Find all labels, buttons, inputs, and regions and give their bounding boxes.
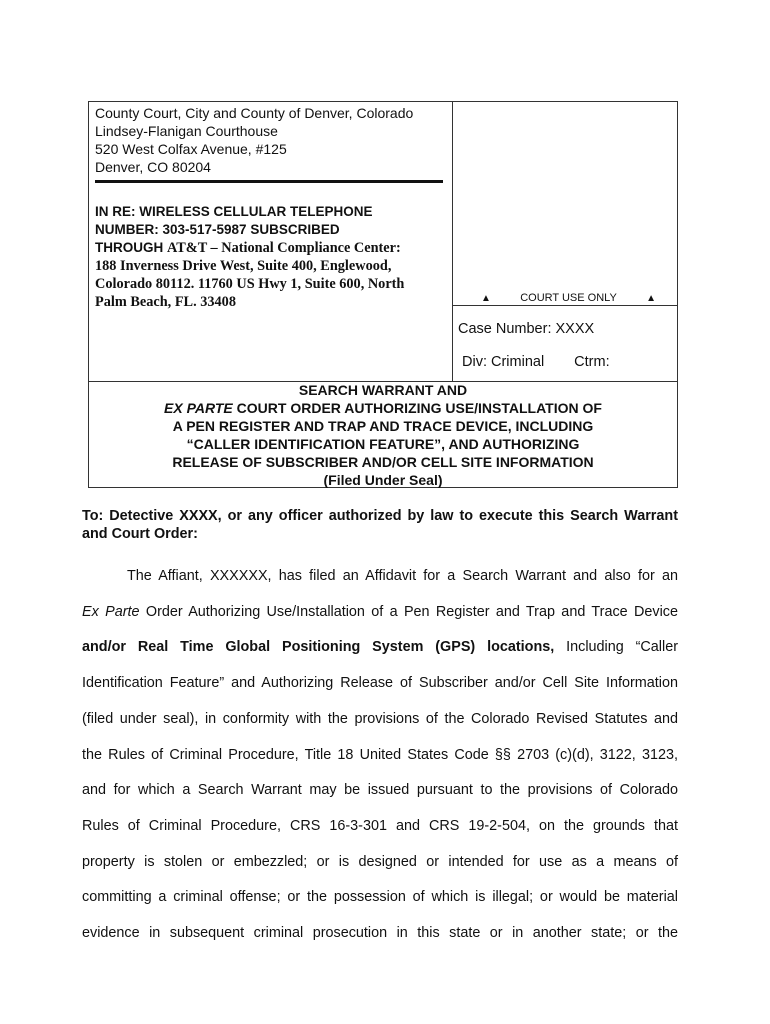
courthouse-name: Lindsey-Flanigan Courthouse	[95, 123, 278, 139]
title-line: A PEN REGISTER AND TRAP AND TRACE DEVICE, INCLUDING	[172, 418, 594, 434]
body-paragraph	[82, 559, 678, 952]
title-line: EX PARTE COURT ORDER AUTHORIZING USE/INSTALLATION OF	[164, 400, 602, 416]
division-row	[462, 354, 610, 370]
court-city: Denver, CO 80204	[95, 159, 211, 175]
court-use-only	[481, 292, 656, 304]
body-line: committing a criminal offense; or the possession of which is illegal; or would be material	[82, 889, 678, 906]
in-re-block	[95, 203, 445, 311]
document-title	[89, 381, 677, 489]
body-line: the Rules of Criminal Procedure, Title 18 United States Code §§ 2703 (c)(d), 3122, 3123,	[82, 746, 678, 763]
body-line: Identification Feature” and Authorizing Release of Subscriber and/or Cell Site Information	[82, 675, 678, 692]
title-line: “CALLER IDENTIFICATION FEATURE”, AND AUTHORIZING	[186, 436, 580, 452]
title-line: SEARCH WARRANT AND	[298, 382, 468, 398]
triangle-up-icon: ▲	[481, 292, 491, 304]
body-line: and for which a Search Warrant may be issued pursuant to the provisions of Colorado	[82, 782, 678, 799]
courtroom: Ctrm:	[574, 354, 610, 370]
body-line: Rules of Criminal Procedure, CRS 16-3-301 and CRS 19-2-504, on the grounds that	[82, 817, 678, 834]
in-re-line: NUMBER: 303-517-5987 SUBSCRIBED	[95, 222, 340, 237]
body-line: The Affiant, XXXXXX, has filed an Affidavit for a Search Warrant and also for an	[127, 568, 678, 584]
body-line: and/or Real Time Global Positioning System (GPS) locations, Including “Caller	[82, 639, 678, 656]
body-line: (filed under seal), in conformity with the provisions of the Colorado Revised Statutes and	[82, 710, 678, 727]
title-line: RELEASE OF SUBSCRIBER AND/OR CELL SITE INFORMATION	[172, 454, 594, 470]
caption-vertical-divider	[452, 102, 453, 381]
in-re-line: IN RE: WIRELESS CELLULAR TELEPHONE	[95, 204, 373, 219]
in-re-line: THROUGH AT&T – National Compliance Center:	[95, 240, 401, 256]
body-line: property is stolen or embezzled; or is designed or intended for use as a means of	[82, 853, 678, 870]
in-re-line: Palm Beach, FL. 33408	[95, 294, 236, 310]
in-re-line: 188 Inverness Drive West, Suite 400, Englewood,	[95, 258, 392, 274]
court-name: County Court, City and County of Denver, Colorado	[95, 105, 414, 121]
body-line: evidence in subsequent criminal prosecution in this state or in another state; or the	[82, 925, 678, 942]
division: Div: Criminal	[462, 354, 545, 370]
case-number: Case Number: XXXX	[458, 321, 595, 337]
title-line: (Filed Under Seal)	[323, 472, 443, 488]
triangle-up-icon: ▲	[646, 292, 656, 304]
addressee: To: Detective XXXX, or any officer authorized by law to execute this Search Warrant and Court Order:	[82, 508, 678, 542]
caption-rule	[95, 180, 443, 183]
court-use-label: COURT USE ONLY	[520, 292, 617, 304]
in-re-line: Colorado 80112. 11760 US Hwy 1, Suite 600, North	[95, 276, 405, 292]
court-street: 520 West Colfax Avenue, #125	[95, 141, 287, 157]
case-caption-box	[88, 101, 678, 488]
court-address	[95, 104, 445, 176]
court-use-divider	[452, 305, 678, 306]
body-line: Ex Parte Order Authorizing Use/Installation of a Pen Register and Trap and Trace Device	[82, 603, 678, 620]
